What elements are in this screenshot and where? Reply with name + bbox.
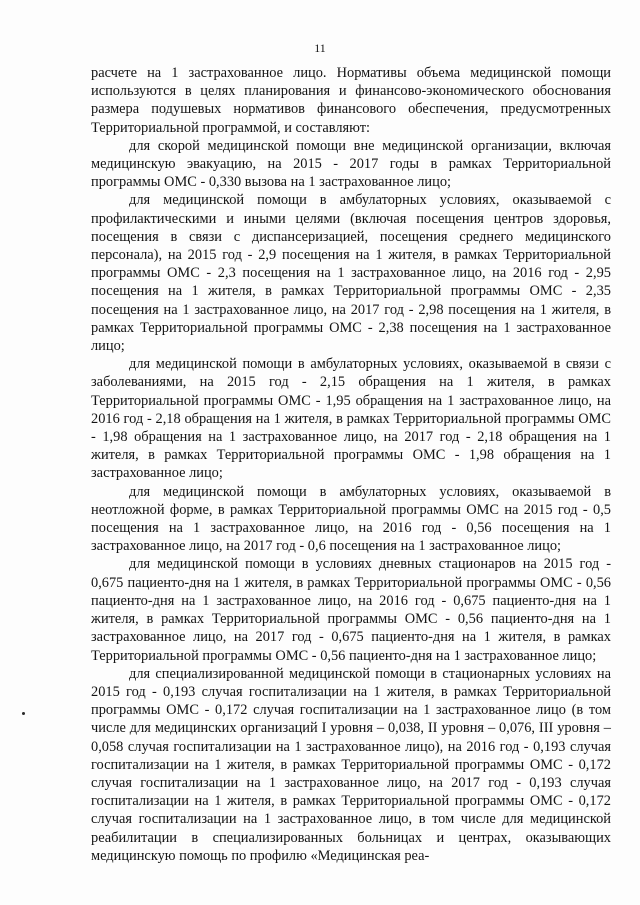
page-number: 11: [314, 41, 326, 55]
margin-mark: [22, 712, 25, 715]
document-body: [91, 64, 611, 865]
paragraph-outpatient-disease: для медицинской помощи в амбулаторных условиях, оказываемой в связи с заболеваниями, на 2015 год - 2,15 обращения на 1 жителя, в рамках Территориальной программы ОМС - 1,95 обращения на 1 застрахованное лицо, на 2016 год - 2,18 обращения на 1 жителя, в рамках Территориальной программы ОМС - 1,98 обращения на 1 застрахованное лицо, на 2017 год - 2,18 обращения на 1 жителя, в рамках Территориальной программы ОМС - 1,98 обращения на 1 застрахованное лицо;: [91, 356, 611, 482]
paragraph-ambulance: для скорой медицинской помощи вне медицинской организации, включая медицинскую эвакуацию, на 2015 - 2017 годы в рамках Территориальной программы ОМС - 0,330 вызова на 1 застрахованное лицо;: [91, 137, 611, 191]
paragraph-inpatient: для специализированной медицинской помощи в стационарных условиях на 2015 год - 0,193 случая госпитализации на 1 жителя, в рамках Территориальной программы ОМС - 0,172 случая госпитализации на 1 застрахованное лицо (в том числе для медицинских организаций I уровня – 0,038, II уровня – 0,076, III уровня – 0,058 случая госпитализации на 1 застрахованное лицо), на 2016 год - 0,193 случая госпитализации на 1 жителя, в рамках Территориальной программы ОМС - 0,172 случая госпитализации на 1 застрахованное лицо, на 2017 год - 0,193 случая госпитализации на 1 жителя, в рамках Территориальной программы ОМС - 0,172 случая госпитализации на 1 застрахованное лицо, в том числе для медицинской реабилитации в специализированных больницах и центрах, оказывающих медицинскую помощь по профилю «Медицинская реа-: [91, 665, 611, 864]
paragraph-outpatient-urgent: для медицинской помощи в амбулаторных условиях, оказываемой в неотложной форме, в рамках Территориальной программы ОМС на 2015 год - 0,5 посещения на 1 застрахованное лицо, на 2016 год - 0,56 посещения на 1 застрахованное лицо, на 2017 год - 0,6 посещения на 1 застрахованное лицо;: [91, 483, 611, 555]
paragraph-intro: расчете на 1 застрахованное лицо. Нормативы объема медицинской помощи используются в целях планирования и финансово-экономического обоснования размера подушевых нормативов финансового обеспечения, предусмотренных Территориальной программой, и составляют:: [91, 65, 611, 136]
paragraph-outpatient-preventive: для медицинской помощи в амбулаторных условиях, оказываемой с профилактическими и иными целями (включая посещения центров здоровья, посещения в связи с диспансеризацией, посещения среднего медицинского персонала), на 2015 год - 2,9 посещения на 1 жителя, в рамках Территориальной программы ОМС - 2,3 посещения на 1 застрахованное лицо, на 2016 год - 2,95 посещения на 1 жителя, в рамках Территориальной программы ОМС - 2,35 посещения на 1 застрахованное лицо, на 2017 год - 2,98 посещения на 1 жителя, в рамках Территориальной программы ОМС - 2,38 посещения на 1 застрахованное лицо;: [91, 192, 611, 355]
paragraph-day-hospital: для медицинской помощи в условиях дневных стационаров на 2015 год - 0,675 пациенто-дня на 1 жителя, в рамках Территориальной программы ОМС - 0,56 пациенто-дня на 1 застрахованное лицо, на 2016 год - 0,675 пациенто-дня на 1 жителя, в рамках Территориальной программы ОМС - 0,56 пациенто-дня на 1 застрахованное лицо, на 2017 год - 0,675 пациенто-дня на 1 жителя, в рамках Территориальной программы ОМС - 0,56 пациенто-дня на 1 застрахованное лицо;: [91, 556, 611, 664]
